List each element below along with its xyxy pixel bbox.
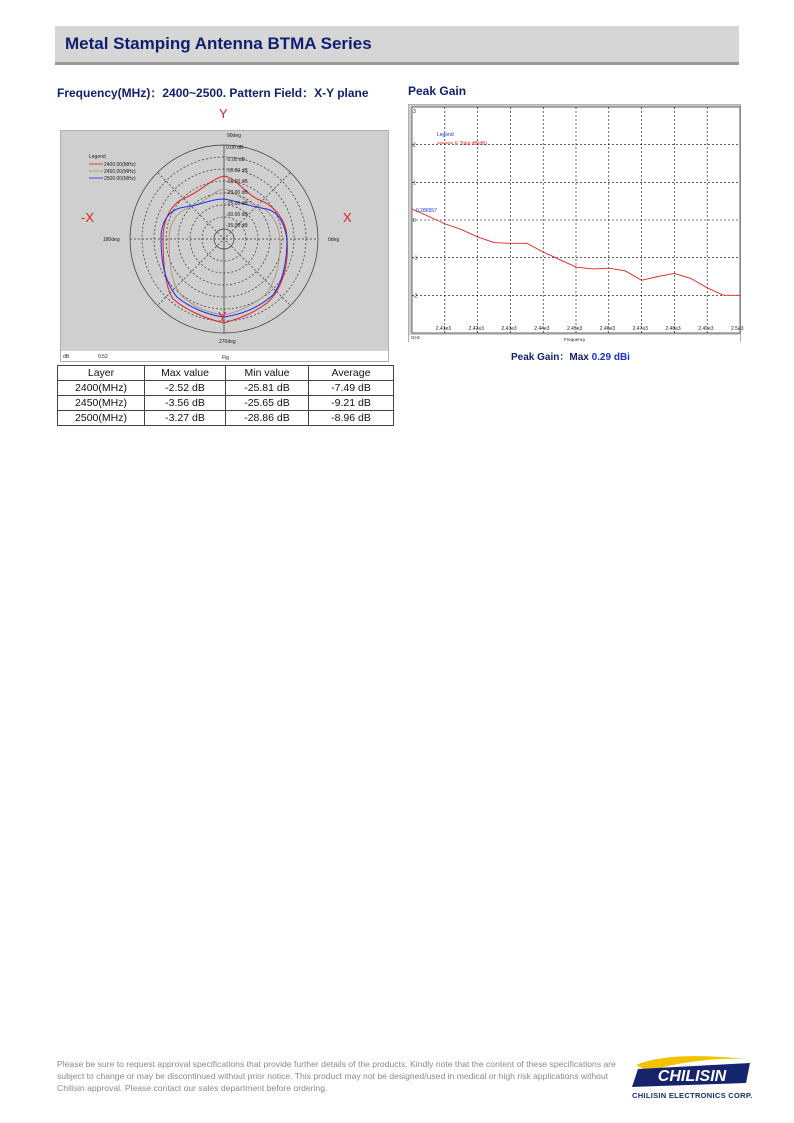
x-tick-label: 2.48e3	[665, 326, 681, 332]
x-axis-unit: GHz	[411, 335, 420, 340]
deg270-label: 270deg	[219, 339, 236, 345]
table-header-cell: Min value	[226, 366, 309, 381]
table-header-cell: Max value	[145, 366, 226, 381]
y-tick-label: 1	[413, 180, 416, 187]
table-row	[58, 381, 394, 396]
pattern-2450-curve	[169, 189, 280, 315]
table-header-cell: Layer	[58, 366, 145, 381]
x-axis-label: Frequency	[564, 337, 586, 342]
company-name: CHILISIN ELECTRONICS CORP.	[632, 1091, 753, 1100]
legend-entry-2400: 2400.00(MHz)	[104, 162, 136, 168]
y-tick-label: 2	[413, 142, 416, 149]
peak-gain-chart	[408, 104, 744, 342]
deg0-label: 0deg	[328, 237, 340, 243]
ring-label: 0.00 dB	[226, 145, 244, 151]
peak-gain-summary-label: Peak Gain：Max	[511, 352, 592, 363]
chart-legend-entry: E Total dB(dB)	[455, 141, 488, 147]
marker-value-label: 0.286557	[416, 208, 437, 215]
table-cell: -3.56 dB	[145, 396, 226, 411]
table-cell: 2500(MHz)	[58, 411, 145, 426]
x-tick-label: 2.45e3	[567, 326, 583, 332]
table-cell: -9.21 dB	[309, 396, 394, 411]
x-tick-label: 2.49e3	[698, 326, 714, 332]
polar-plot-svg	[61, 131, 388, 361]
ring-label: -5.00 dB	[226, 157, 245, 163]
table-cell: 2450(MHz)	[58, 396, 145, 411]
table-cell: -3.27 dB	[145, 411, 226, 426]
table-header-row	[58, 366, 394, 381]
table-cell: -25.65 dB	[226, 396, 309, 411]
table-cell: 2400(MHz)	[58, 381, 145, 396]
peak-gain-summary	[511, 348, 630, 363]
pattern-summary-table	[57, 365, 394, 426]
x-tick-label: 2.46e3	[599, 326, 616, 332]
polar-pattern-plot	[60, 130, 389, 362]
y-tick-label: 3	[413, 109, 416, 115]
x-tick-label: 2.44e3	[534, 326, 550, 332]
y-axis-letter-bottom: Y	[218, 309, 227, 324]
table-cell: -8.96 dB	[309, 411, 394, 426]
peak-gain-svg	[409, 105, 744, 342]
ring-label: -15.00 dB	[226, 179, 248, 185]
table-cell: -25.81 dB	[226, 381, 309, 396]
ring-label: -35.00 dB	[226, 223, 248, 229]
ring-label: -30.00 dB	[226, 212, 248, 218]
x-tick-label: 2.5e3	[731, 326, 744, 332]
logo-wordmark: CHILISIN	[657, 1068, 727, 1085]
footer-disclaimer: Please be sure to request approval specifications that provide further details of the products. Kindly note that the content of these specifications are subject to change or may be discontinued without prior notice. This product may not be designed/used in medical or high risk applications without Chilisin approval. Please contact our sales department before ordering.	[57, 1059, 616, 1093]
page-title: Metal Stamping Antenna BTMA Series	[65, 34, 372, 53]
table-cell: -2.52 dB	[145, 381, 226, 396]
table-header-cell: Average	[309, 366, 394, 381]
y-tick-label: -2	[413, 293, 418, 300]
table-cell: -28.86 dB	[226, 411, 309, 426]
legend-entry-2500: 2500.00(MHz)	[104, 176, 136, 182]
deg180-label: 180deg	[103, 237, 120, 243]
neg-x-axis-letter: -X	[81, 210, 94, 225]
peak-gain-section-title: Peak Gain	[408, 84, 467, 98]
pattern-section-title: Frequency(MHz)：2400~2500. Pattern Field：X-Y plane	[57, 86, 369, 100]
x-tick-label: 2.41e3	[435, 326, 452, 332]
x-tick-label: 2.43e3	[501, 326, 517, 332]
y-tick-label: 0	[413, 218, 416, 224]
table-row	[58, 411, 394, 426]
chart-legend-title: Legend	[437, 132, 454, 138]
x-tick-label: 2.47e3	[632, 326, 648, 332]
legend-entry-2450: 2450.00(MHz)	[104, 169, 136, 175]
x-tick-label: 2.42e3	[468, 326, 484, 332]
status-left: dB	[63, 354, 70, 360]
ring-label: -25.00 dB	[226, 201, 248, 207]
polar-rings	[130, 145, 318, 333]
ring-label: -10.00 dB	[226, 168, 248, 174]
status-center: Fig	[222, 355, 229, 361]
ring-label: -20.00 dB	[226, 190, 248, 196]
header-bar	[55, 26, 739, 65]
deg90-label: 90deg	[227, 133, 241, 139]
status-value: 0.52	[98, 354, 108, 360]
peak-gain-summary-value: 0.29 dBi	[591, 352, 630, 363]
y-axis-letter: Y	[219, 106, 228, 121]
polar-legend-title: Legend	[89, 154, 106, 160]
table-cell: -7.49 dB	[309, 381, 394, 396]
table-row	[58, 396, 394, 411]
y-tick-label: -1	[413, 255, 418, 262]
x-axis-letter: X	[343, 210, 352, 225]
